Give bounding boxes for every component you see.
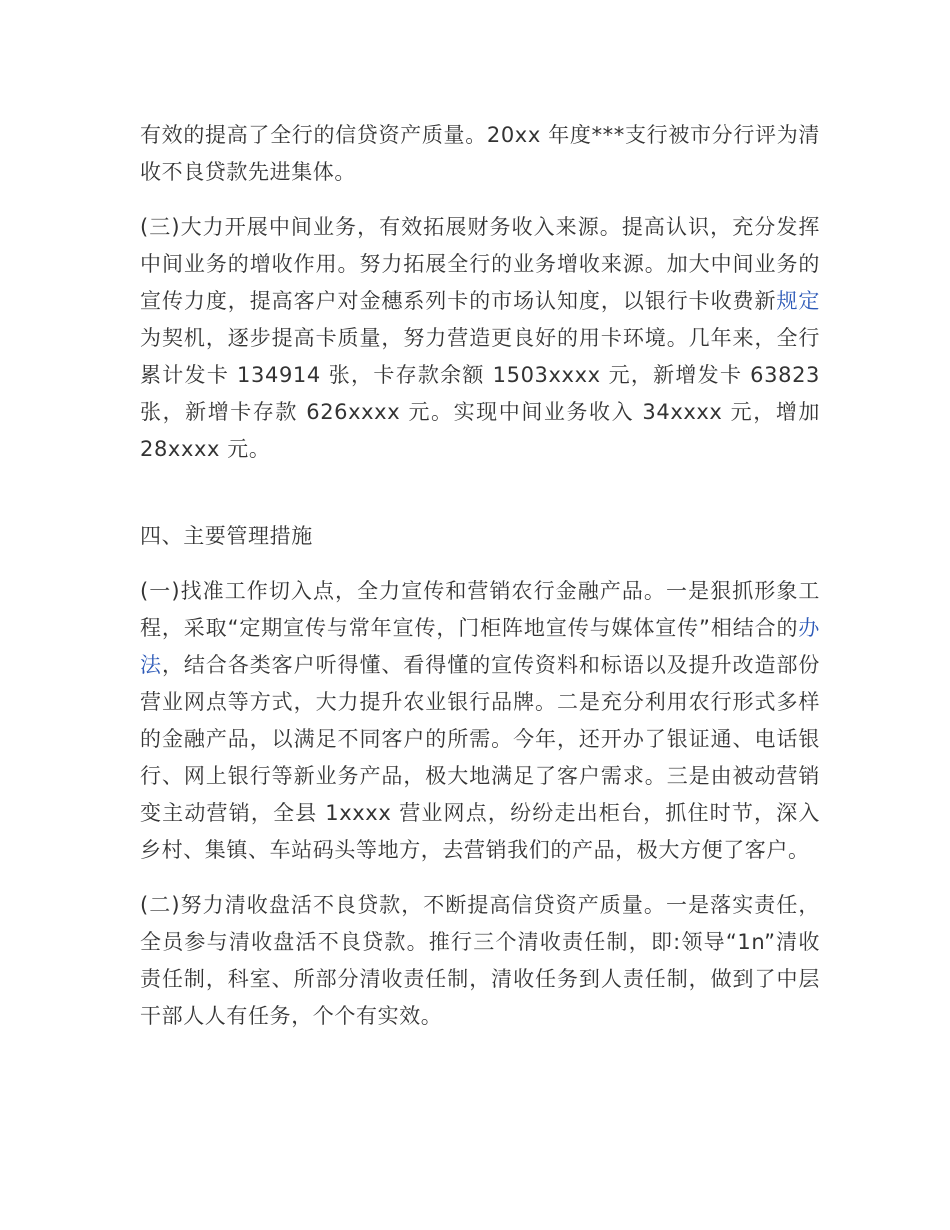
document-body (140, 117, 820, 1053)
link-regulation[interactable]: 规定 (776, 289, 820, 313)
paragraph-text: (三)大力开展中间业务，有效拓展财务收入来源。提高认识，充分发挥中间业务的增收作用。努力拓展全行的业务增收来源。加大中间业务的宣传力度，提高客户对金穗系列卡的市场认知度，以银行卡收费新 (140, 215, 820, 313)
paragraph-text: ，结合各类客户听得懂、看得懂的宣传资料和标语以及提升改造部份营业网点等方式，大力提升农业银行品牌。二是充分利用农行形式多样的金融产品，以满足不同客户的所需。今年，还开办了银证通、电话银行、网上银行等新业务产品，极大地满足了客户需求。三是由被动营销变主动营销，全县 1xxxx 营业网点，纷纷走出柜台，抓住时节，深入乡村、集镇、车站码头等地方，去营销我们的产品，极大方便了客户。 (140, 653, 820, 862)
paragraph-text: (一)找准工作切入点，全力宣传和营销农行金融产品。一是狠抓形象工程，采取“定期宣传与常年宣传，门柜阵地宣传与媒体宣传”相结合的 (140, 579, 820, 640)
paragraph-intermediate-business (140, 209, 820, 468)
paragraph-marketing-products (140, 573, 820, 869)
link-method[interactable]: 办法 (140, 616, 820, 677)
paragraph-text: (二)努力清收盘活不良贷款，不断提高信贷资产质量。一是落实责任，全员参与清收盘活不良贷款。推行三个清收责任制，即:领导“1n”清收责任制，科室、所部分清收责任制，清收任务到人责任制，做到了中层干部人人有任务，个个有实效。 (140, 893, 820, 1028)
paragraph-credit-quality (140, 117, 820, 191)
paragraph-bad-loan-recovery (140, 887, 820, 1035)
paragraph-text: 为契机，逐步提高卡质量，努力营造更良好的用卡环境。几年来，全行累计发卡 134914 张，卡存款余额 1503xxxx 元，新增发卡 63823 张，新增卡存款 626xxxx 元。实现中间业务收入 34xxxx 元，增加 28xxxx 元。 (140, 326, 820, 461)
paragraph-text: 有效的提高了全行的信贷资产质量。20xx 年度***支行被市分行评为清收不良贷款先进集体。 (140, 123, 820, 184)
section-heading-management-measures (140, 518, 820, 555)
heading-text: 四、主要管理措施 (140, 524, 313, 548)
